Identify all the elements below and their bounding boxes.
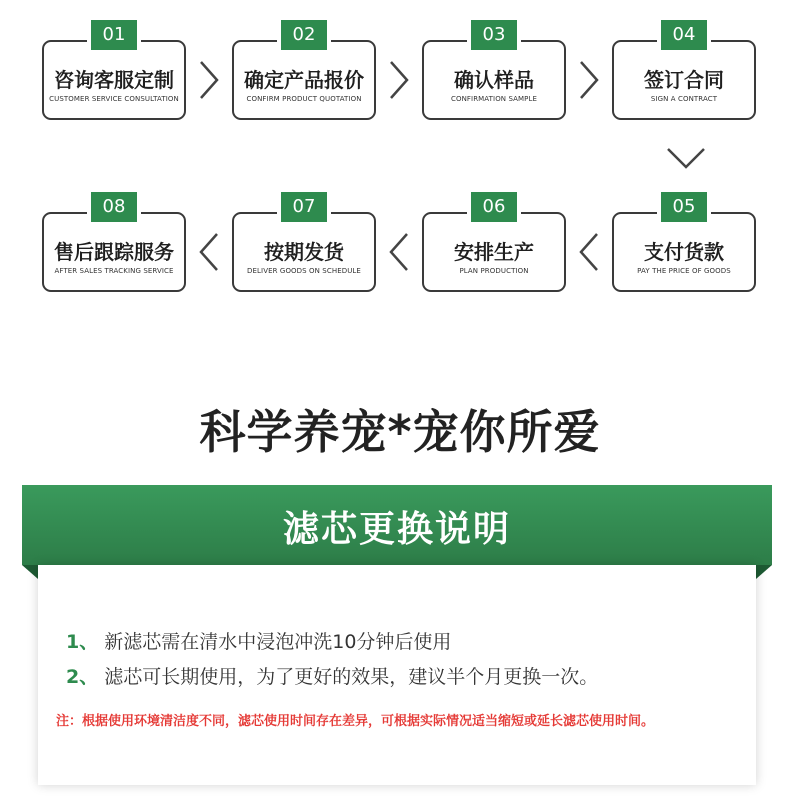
step-01 (42, 24, 186, 120)
instructions-card (38, 565, 756, 785)
step-03 (422, 24, 566, 120)
step-number-badge: 02 (277, 20, 331, 50)
instruction-item (66, 627, 451, 654)
step-title: 支付货款 (644, 240, 724, 264)
step-title: 确定产品报价 (244, 68, 364, 92)
chevron-left-icon (576, 230, 602, 274)
step-title: 签订合同 (644, 68, 724, 92)
usage-note: 注：根据使用环境清洁度不同，滤芯使用时间存在差异，可根据实际情况适当缩短或延长滤芯使用时间。 (56, 714, 655, 729)
step-08 (42, 196, 186, 292)
step-subtitle: PAY THE PRICE OF GOODS (637, 267, 731, 275)
instruction-number: 2、 (66, 666, 99, 688)
step-subtitle: AFTER SALES TRACKING SERVICE (54, 267, 174, 275)
chevron-right-icon (196, 58, 222, 102)
step-number-badge: 05 (657, 192, 711, 222)
step-title: 确认样品 (454, 68, 534, 92)
step-number-badge: 03 (467, 20, 521, 50)
step-number-badge: 01 (87, 20, 141, 50)
instructions-banner (22, 485, 772, 565)
step-04 (612, 24, 756, 120)
step-title: 安排生产 (454, 240, 534, 264)
step-number-badge: 08 (87, 192, 141, 222)
step-subtitle: SIGN A CONTRACT (650, 95, 718, 103)
step-title: 售后跟踪服务 (54, 240, 174, 264)
step-06 (422, 196, 566, 292)
slogan-heading: 科学养宠*宠你所爱 (199, 405, 601, 459)
step-subtitle: CONFIRMATION SAMPLE (450, 95, 538, 103)
step-number-badge: 07 (277, 192, 331, 222)
banner-title: 滤芯更换说明 (282, 509, 511, 550)
chevron-right-icon (386, 58, 412, 102)
instruction-number: 1、 (66, 631, 99, 653)
instruction-text: 新滤芯需在清水中浸泡冲洗10分钟后使用 (104, 631, 452, 653)
chevron-down-icon (664, 144, 708, 172)
step-title: 咨询客服定制 (54, 68, 174, 92)
instruction-text: 滤芯可长期使用，为了更好的效果，建议半个月更换一次。 (104, 666, 599, 688)
chevron-right-icon (576, 58, 602, 102)
step-title: 按期发货 (264, 240, 344, 264)
step-07 (232, 196, 376, 292)
step-subtitle: DELIVER GOODS ON SCHEDULE (247, 267, 361, 275)
step-subtitle: CUSTOMER SERVICE CONSULTATION (49, 95, 179, 103)
ribbon-fold-left (22, 565, 38, 579)
step-subtitle: PLAN PRODUCTION (459, 267, 529, 275)
step-number-badge: 06 (467, 192, 521, 222)
step-02 (232, 24, 376, 120)
instruction-item (66, 662, 598, 689)
step-05 (612, 196, 756, 292)
chevron-left-icon (196, 230, 222, 274)
chevron-left-icon (386, 230, 412, 274)
step-subtitle: CONFIRM PRODUCT QUOTATION (246, 95, 362, 103)
step-number-badge: 04 (657, 20, 711, 50)
ribbon-fold-right (756, 565, 772, 579)
